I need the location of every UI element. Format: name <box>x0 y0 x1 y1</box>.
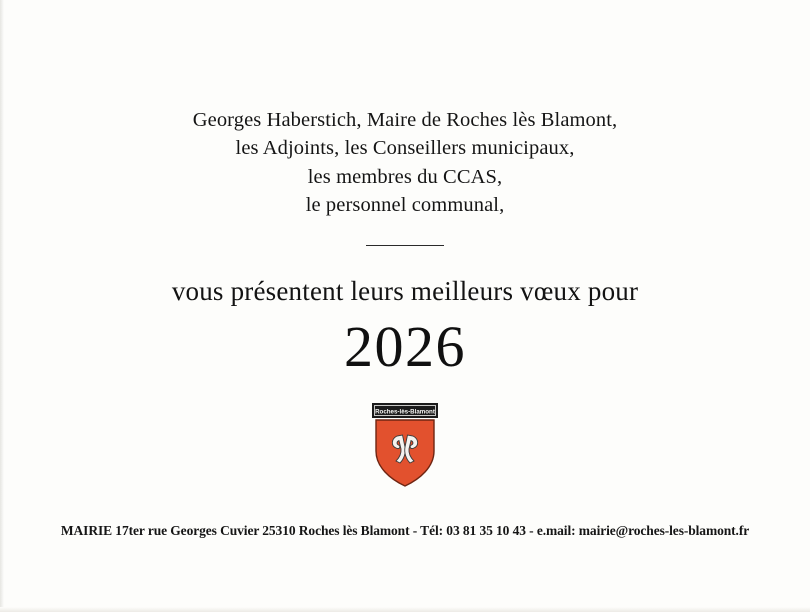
salutation-line-4: le personnel communal, <box>305 193 505 216</box>
footer-contact-line: MAIRIE 17ter rue Georges Cuvier 25310 Roches lès Blamont - Tél: 03 81 35 10 43 - e.mail: mairie@roches-les-blamont.fr <box>60 523 750 538</box>
wish-text: vous présentent leurs meilleurs vœux pour <box>171 276 639 307</box>
svg-text:Roches-lès-Blamont: Roches-lès-Blamont <box>375 408 435 416</box>
coat-of-arms-icon <box>370 401 440 489</box>
salutation-block <box>193 106 618 219</box>
salutation-line-1: Georges Haberstich, Maire de Roches lès Blamont, <box>192 109 618 131</box>
horizontal-rule <box>366 245 444 246</box>
salutation-line-2: les Adjoints, les Conseillers municipaux, <box>235 137 575 160</box>
year-text: 2026 <box>344 314 466 380</box>
salutation-line-3: les membres du CCAS, <box>307 165 503 188</box>
